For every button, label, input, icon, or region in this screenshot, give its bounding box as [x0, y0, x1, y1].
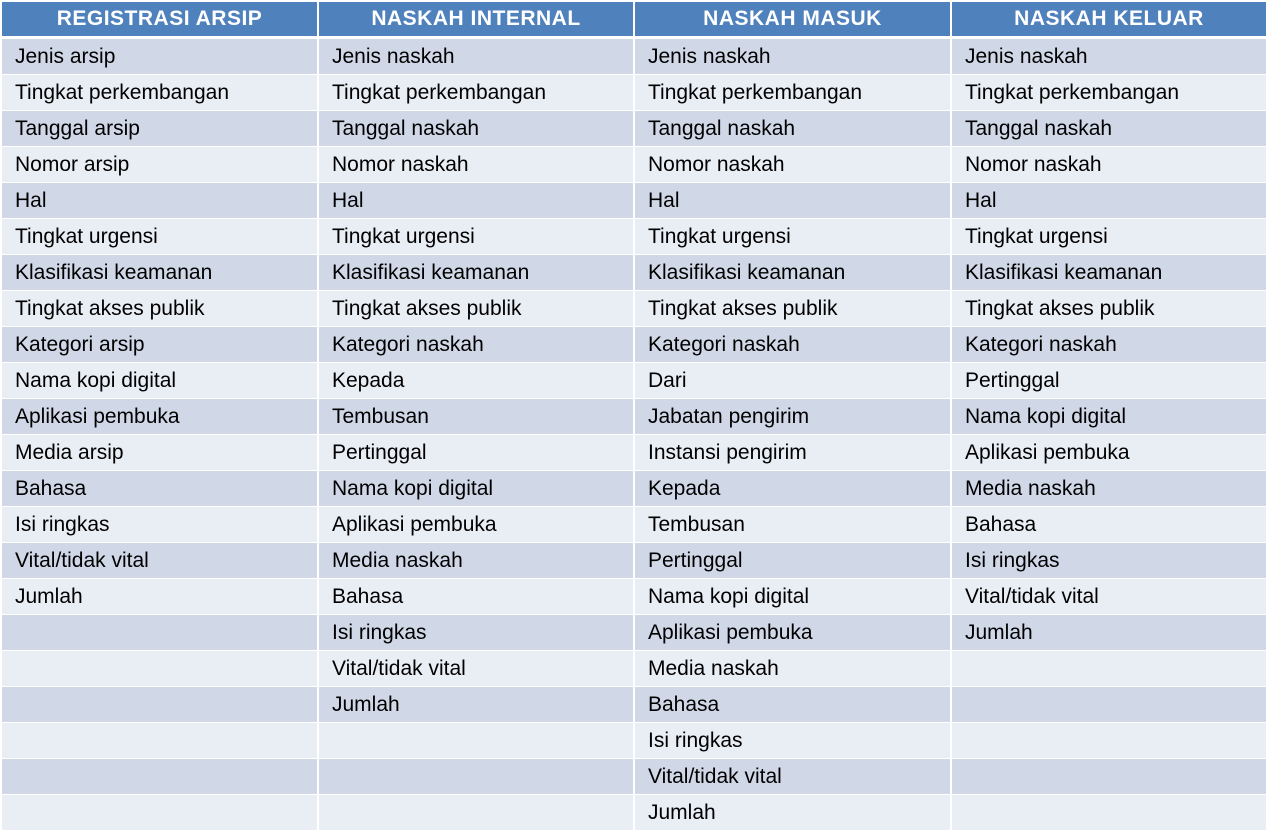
table-cell: Kategori naskah — [951, 327, 1266, 363]
table-cell: Isi ringkas — [2, 507, 318, 543]
table-cell: Tingkat perkembangan — [318, 75, 634, 111]
table-cell: Jumlah — [318, 687, 634, 723]
table-cell: Kepada — [634, 471, 951, 507]
table-cell: Media naskah — [318, 543, 634, 579]
table-cell: Bahasa — [318, 579, 634, 615]
table-cell: Aplikasi pembuka — [2, 399, 318, 435]
table-cell: Vital/tidak vital — [2, 543, 318, 579]
column-header-naskah-keluar: NASKAH KELUAR — [951, 2, 1266, 38]
table-cell: Tingkat urgensi — [951, 219, 1266, 255]
table-row — [2, 327, 1266, 363]
table-cell: Tembusan — [318, 399, 634, 435]
table-cell: Tingkat perkembangan — [951, 75, 1266, 111]
table-cell: Tingkat perkembangan — [634, 75, 951, 111]
table-cell: Nomor naskah — [318, 147, 634, 183]
table-cell — [2, 723, 318, 759]
table-cell: Pertinggal — [318, 435, 634, 471]
table-cell: Isi ringkas — [318, 615, 634, 651]
table-cell: Hal — [2, 183, 318, 219]
table-cell: Tingkat akses publik — [951, 291, 1266, 327]
table-row — [2, 507, 1266, 543]
table-cell: Tembusan — [634, 507, 951, 543]
table-cell: Jenis arsip — [2, 38, 318, 75]
table-row — [2, 255, 1266, 291]
table-cell: Aplikasi pembuka — [318, 507, 634, 543]
table-cell: Tingkat perkembangan — [2, 75, 318, 111]
table-cell — [951, 687, 1266, 723]
table-cell: Tingkat akses publik — [634, 291, 951, 327]
table-row — [2, 579, 1266, 615]
table-row — [2, 543, 1266, 579]
table-cell: Nama kopi digital — [634, 579, 951, 615]
table-cell: Klasifikasi keamanan — [2, 255, 318, 291]
table-cell: Pertinggal — [951, 363, 1266, 399]
header-row — [2, 2, 1266, 38]
table-cell — [951, 723, 1266, 759]
table-row — [2, 795, 1266, 831]
table-cell: Jumlah — [951, 615, 1266, 651]
table-cell: Tanggal naskah — [318, 111, 634, 147]
table-cell: Bahasa — [951, 507, 1266, 543]
table-cell: Tingkat akses publik — [318, 291, 634, 327]
table-cell: Kategori naskah — [634, 327, 951, 363]
table-cell: Bahasa — [634, 687, 951, 723]
table-cell — [318, 795, 634, 831]
table-cell — [2, 651, 318, 687]
table-cell: Media naskah — [634, 651, 951, 687]
table-cell: Jumlah — [634, 795, 951, 831]
table-row — [2, 471, 1266, 507]
table-cell: Pertinggal — [634, 543, 951, 579]
table-cell — [318, 723, 634, 759]
table-cell: Hal — [951, 183, 1266, 219]
table-cell: Klasifikasi keamanan — [951, 255, 1266, 291]
metadata-comparison-table — [2, 2, 1266, 831]
table-row — [2, 651, 1266, 687]
table-cell: Isi ringkas — [951, 543, 1266, 579]
table-cell: Nama kopi digital — [2, 363, 318, 399]
table-cell: Jenis naskah — [634, 38, 951, 75]
table-cell: Tingkat urgensi — [634, 219, 951, 255]
table-cell: Nomor naskah — [634, 147, 951, 183]
table-row — [2, 399, 1266, 435]
table-cell: Jenis naskah — [951, 38, 1266, 75]
table-row — [2, 111, 1266, 147]
table-cell: Nomor naskah — [951, 147, 1266, 183]
table-cell — [951, 795, 1266, 831]
table-row — [2, 147, 1266, 183]
table-cell: Jenis naskah — [318, 38, 634, 75]
table-cell: Klasifikasi keamanan — [634, 255, 951, 291]
table-cell: Hal — [634, 183, 951, 219]
table-row — [2, 687, 1266, 723]
table-cell: Nama kopi digital — [951, 399, 1266, 435]
table-cell: Jabatan pengirim — [634, 399, 951, 435]
table-row — [2, 75, 1266, 111]
table-row — [2, 38, 1266, 75]
table-cell: Tingkat urgensi — [318, 219, 634, 255]
table-cell: Jumlah — [2, 579, 318, 615]
table-row — [2, 723, 1266, 759]
table-cell — [2, 615, 318, 651]
table-cell: Aplikasi pembuka — [634, 615, 951, 651]
table-cell: Klasifikasi keamanan — [318, 255, 634, 291]
table-cell: Vital/tidak vital — [634, 759, 951, 795]
table-row — [2, 759, 1266, 795]
column-header-naskah-internal: NASKAH INTERNAL — [318, 2, 634, 38]
table-cell: Tingkat akses publik — [2, 291, 318, 327]
table-cell: Kategori naskah — [318, 327, 634, 363]
table-cell: Bahasa — [2, 471, 318, 507]
table-cell: Dari — [634, 363, 951, 399]
table-cell: Isi ringkas — [634, 723, 951, 759]
table-cell: Nomor arsip — [2, 147, 318, 183]
table-row — [2, 615, 1266, 651]
table-row — [2, 183, 1266, 219]
table-cell: Media arsip — [2, 435, 318, 471]
table-cell: Kepada — [318, 363, 634, 399]
table-cell — [318, 759, 634, 795]
table-row — [2, 219, 1266, 255]
table-cell: Tanggal naskah — [634, 111, 951, 147]
table-cell: Vital/tidak vital — [951, 579, 1266, 615]
table-cell: Tingkat urgensi — [2, 219, 318, 255]
table-row — [2, 435, 1266, 471]
table-cell: Tanggal naskah — [951, 111, 1266, 147]
column-header-registrasi-arsip: REGISTRASI ARSIP — [2, 2, 318, 38]
table-cell — [2, 687, 318, 723]
table-cell — [951, 651, 1266, 687]
table-cell — [951, 759, 1266, 795]
column-header-naskah-masuk: NASKAH MASUK — [634, 2, 951, 38]
metadata-comparison-table-wrapper — [2, 2, 1266, 831]
table-cell — [2, 795, 318, 831]
table-cell: Vital/tidak vital — [318, 651, 634, 687]
table-body — [2, 38, 1266, 831]
table-row — [2, 363, 1266, 399]
table-row — [2, 291, 1266, 327]
table-cell: Aplikasi pembuka — [951, 435, 1266, 471]
table-cell: Instansi pengirim — [634, 435, 951, 471]
table-cell: Tanggal arsip — [2, 111, 318, 147]
table-cell — [2, 759, 318, 795]
table-cell: Hal — [318, 183, 634, 219]
table-cell: Kategori arsip — [2, 327, 318, 363]
table-cell: Media naskah — [951, 471, 1266, 507]
table-cell: Nama kopi digital — [318, 471, 634, 507]
